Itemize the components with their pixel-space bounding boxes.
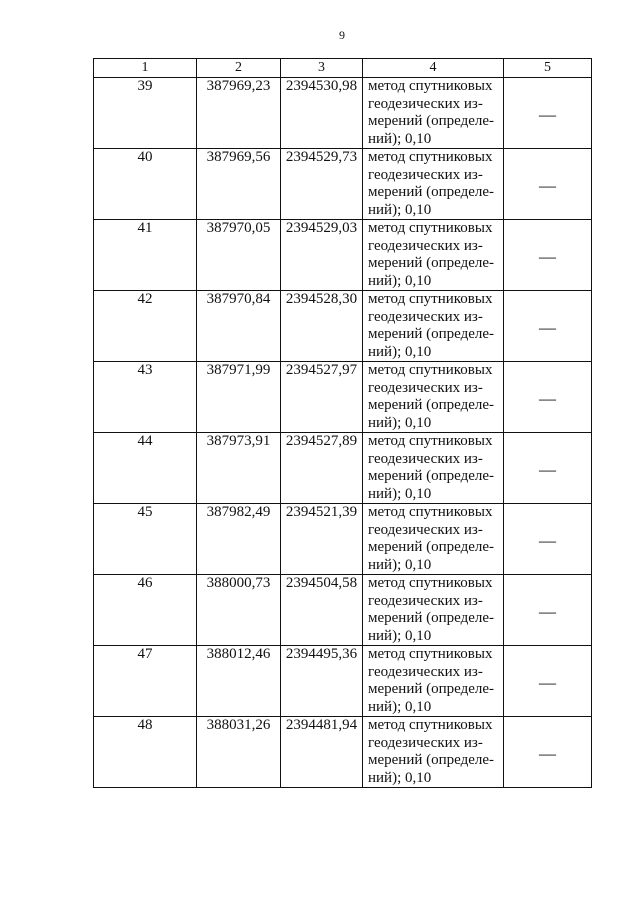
method-line: ний); 0,10 xyxy=(368,627,432,644)
table-header xyxy=(94,59,592,78)
header-col-5: 5 xyxy=(504,59,592,78)
description-cell: — xyxy=(504,575,592,646)
x-coordinate-cell: 388000,73 xyxy=(197,575,281,646)
point-number-cell: 46 xyxy=(94,575,197,646)
x-coordinate-cell: 387969,23 xyxy=(197,78,281,149)
method-line: метод спутниковых xyxy=(368,220,493,236)
method-line: метод спутниковых xyxy=(368,504,493,520)
method-line: ний); 0,10 xyxy=(368,130,432,147)
method-line: ний); 0,10 xyxy=(368,343,432,360)
method-line: мерений (определе- xyxy=(368,255,495,271)
point-number-cell: 48 xyxy=(94,717,197,788)
point-number-cell: 39 xyxy=(94,78,197,149)
method-line: мерений (определе- xyxy=(368,468,495,484)
y-coordinate-cell: 2394530,98 xyxy=(281,78,363,149)
method-cell xyxy=(363,149,504,220)
y-coordinate-cell: 2394521,39 xyxy=(281,504,363,575)
y-coordinate-cell: 2394529,73 xyxy=(281,149,363,220)
method-line: метод спутниковых xyxy=(368,78,493,94)
y-coordinate-cell: 2394495,36 xyxy=(281,646,363,717)
method-line: метод спутниковых xyxy=(368,433,493,449)
method-line: метод спутниковых xyxy=(368,149,493,165)
header-row xyxy=(94,59,592,78)
method-line: метод спутниковых xyxy=(368,646,493,662)
x-coordinate-cell: 388031,26 xyxy=(197,717,281,788)
point-number-cell: 43 xyxy=(94,362,197,433)
method-cell xyxy=(363,220,504,291)
description-cell: — xyxy=(504,78,592,149)
x-coordinate-cell: 387971,99 xyxy=(197,362,281,433)
header-col-4: 4 xyxy=(363,59,504,78)
method-cell xyxy=(363,78,504,149)
table-body xyxy=(94,78,592,788)
page-number: 9 xyxy=(339,28,345,42)
header-col-1: 1 xyxy=(94,59,197,78)
description-cell: — xyxy=(504,149,592,220)
x-coordinate-cell: 387982,49 xyxy=(197,504,281,575)
method-cell xyxy=(363,575,504,646)
table-row xyxy=(94,220,592,291)
method-line: мерений (определе- xyxy=(368,184,495,200)
method-line: геодезических из- xyxy=(368,592,483,609)
description-cell: — xyxy=(504,362,592,433)
y-coordinate-cell: 2394528,30 xyxy=(281,291,363,362)
method-line: геодезических из- xyxy=(368,734,483,751)
x-coordinate-cell: 387969,56 xyxy=(197,149,281,220)
method-line: геодезических из- xyxy=(368,95,483,112)
method-line: ний); 0,10 xyxy=(368,769,432,786)
description-cell: — xyxy=(504,433,592,504)
point-number-cell: 45 xyxy=(94,504,197,575)
method-line: геодезических из- xyxy=(368,237,483,254)
method-line: метод спутниковых xyxy=(368,575,493,591)
coordinates-table xyxy=(93,58,592,788)
method-line: мерений (определе- xyxy=(368,681,495,697)
method-cell xyxy=(363,504,504,575)
point-number-cell: 41 xyxy=(94,220,197,291)
y-coordinate-cell: 2394481,94 xyxy=(281,717,363,788)
table-row xyxy=(94,646,592,717)
point-number-cell: 47 xyxy=(94,646,197,717)
method-line: мерений (определе- xyxy=(368,752,495,768)
method-line: ний); 0,10 xyxy=(368,201,432,218)
method-line: ний); 0,10 xyxy=(368,414,432,431)
method-line: мерений (определе- xyxy=(368,610,495,626)
point-number-cell: 40 xyxy=(94,149,197,220)
method-line: мерений (определе- xyxy=(368,113,495,129)
method-line: геодезических из- xyxy=(368,379,483,396)
table-row xyxy=(94,291,592,362)
method-line: мерений (определе- xyxy=(368,539,495,555)
description-cell: — xyxy=(504,504,592,575)
method-cell xyxy=(363,362,504,433)
point-number-cell: 42 xyxy=(94,291,197,362)
description-cell: — xyxy=(504,291,592,362)
x-coordinate-cell: 387970,05 xyxy=(197,220,281,291)
point-number-cell: 44 xyxy=(94,433,197,504)
header-col-2: 2 xyxy=(197,59,281,78)
method-line: мерений (определе- xyxy=(368,326,495,342)
table-row xyxy=(94,362,592,433)
method-line: метод спутниковых xyxy=(368,291,493,307)
table-row xyxy=(94,575,592,646)
method-line: ний); 0,10 xyxy=(368,272,432,289)
x-coordinate-cell: 387970,84 xyxy=(197,291,281,362)
table-row xyxy=(94,717,592,788)
y-coordinate-cell: 2394504,58 xyxy=(281,575,363,646)
method-line: ний); 0,10 xyxy=(368,698,432,715)
method-line: геодезических из- xyxy=(368,308,483,325)
description-cell: — xyxy=(504,646,592,717)
method-line: ний); 0,10 xyxy=(368,485,432,502)
y-coordinate-cell: 2394527,89 xyxy=(281,433,363,504)
table-row xyxy=(94,149,592,220)
method-line: геодезических из- xyxy=(368,663,483,680)
y-coordinate-cell: 2394527,97 xyxy=(281,362,363,433)
x-coordinate-cell: 387973,91 xyxy=(197,433,281,504)
description-cell: — xyxy=(504,220,592,291)
table-row xyxy=(94,504,592,575)
method-line: геодезических из- xyxy=(368,166,483,183)
method-line: мерений (определе- xyxy=(368,397,495,413)
method-line: метод спутниковых xyxy=(368,362,493,378)
header-col-3: 3 xyxy=(281,59,363,78)
method-line: геодезических из- xyxy=(368,521,483,538)
table-row xyxy=(94,433,592,504)
method-cell xyxy=(363,717,504,788)
method-cell xyxy=(363,291,504,362)
method-line: геодезических из- xyxy=(368,450,483,467)
method-cell xyxy=(363,433,504,504)
table-row xyxy=(94,78,592,149)
y-coordinate-cell: 2394529,03 xyxy=(281,220,363,291)
method-line: метод спутниковых xyxy=(368,717,493,733)
method-cell xyxy=(363,646,504,717)
x-coordinate-cell: 388012,46 xyxy=(197,646,281,717)
method-line: ний); 0,10 xyxy=(368,556,432,573)
description-cell: — xyxy=(504,717,592,788)
